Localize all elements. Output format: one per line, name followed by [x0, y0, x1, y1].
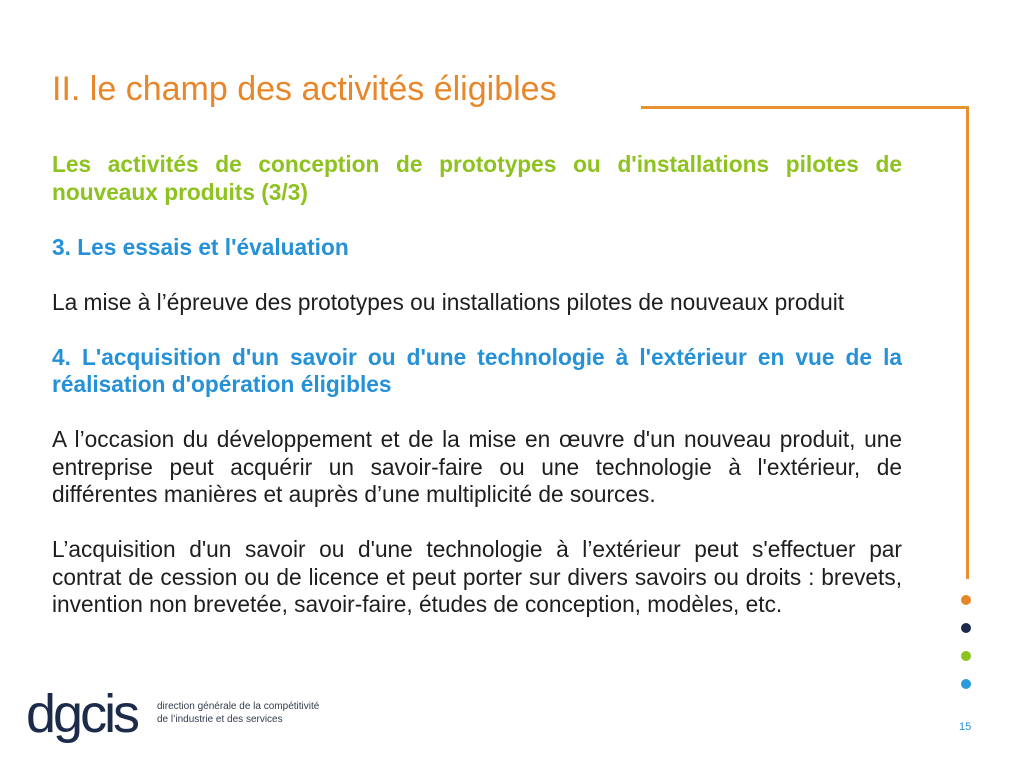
decor-dot-green — [961, 651, 971, 661]
item-3-text: La mise à l’épreuve des prototypes ou installations pilotes de nouveaux produit — [52, 288, 845, 315]
page-number: 15 — [959, 721, 972, 733]
item-4-heading: 4. L'acquisition d'un savoir ou d'une technologie à l'extérieur en vue de la réalisation d'opération éligibles — [52, 343, 902, 397]
orange-frame-line-right — [966, 106, 969, 579]
orange-frame-line-top — [641, 106, 969, 109]
item-3-heading: 3. Les essais et l'évaluation — [52, 233, 349, 260]
logo-tagline-line-2: de l’industrie et des services — [157, 714, 283, 725]
decor-dot-navy — [961, 623, 971, 633]
dgcis-logo: dgcis — [26, 684, 138, 744]
decor-dot-blue — [961, 679, 971, 689]
item-4-paragraph-2: L’acquisition d'un savoir ou d'une technologie à l’extérieur peut s'effectuer par contrat de cession ou de licence et peut porter sur divers savoirs ou droits : brevets, invention non brevetée, savoir-faire, études de conception, modèles, etc. — [52, 536, 902, 617]
section-heading: Les activités de conception de prototypes ou d'installations pilotes de nouveaux produits (3/3) — [52, 151, 902, 205]
decor-dot-orange — [961, 595, 971, 605]
item-4-paragraph-1: A l’occasion du développement et de la mise en œuvre d'un nouveau produit, une entreprise peut acquérir un savoir-faire ou une technologie à l'extérieur, de différentes manières et auprès d’une multiplicité de sources. — [52, 426, 902, 507]
logo-tagline-line-1: direction générale de la compétitivité — [157, 701, 320, 712]
logo-tagline — [157, 700, 319, 726]
slide-title: II. le champ des activités éligibles — [52, 70, 557, 108]
slide-body — [52, 151, 902, 646]
